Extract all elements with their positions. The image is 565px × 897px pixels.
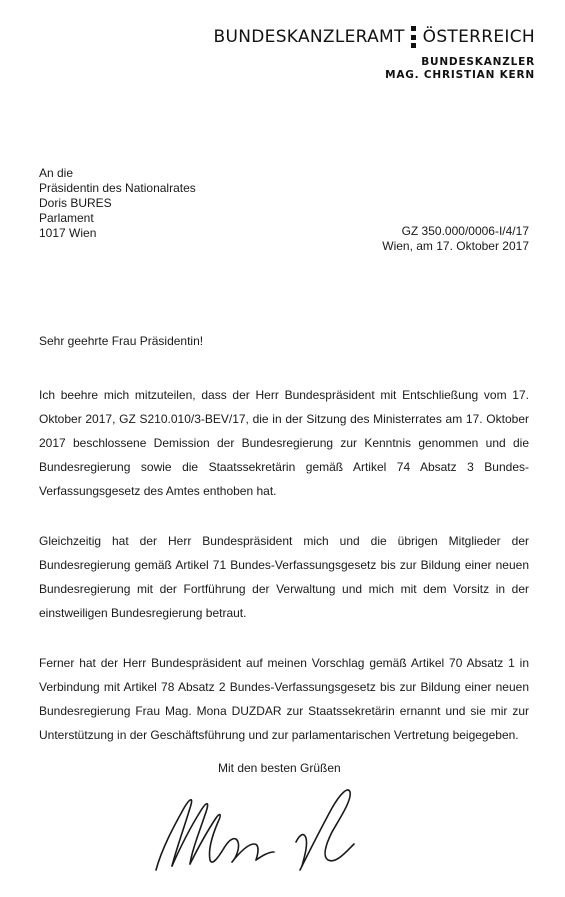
salutation: Sehr geehrte Frau Präsidentin! xyxy=(39,334,204,348)
recipient-line: Doris BURES xyxy=(39,196,112,210)
recipient-line: An die xyxy=(39,166,74,180)
sender-name: MAG. CHRISTIAN KERN xyxy=(385,69,535,81)
letterhead xyxy=(214,26,535,82)
austria-flag-mark-icon xyxy=(411,26,416,48)
handwritten-signature xyxy=(150,778,370,878)
sender-office: BUNDESKANZLER xyxy=(421,56,535,68)
recipient-address xyxy=(39,166,196,241)
brand-name: BUNDESKANZLERAMT xyxy=(213,27,405,47)
sender-block xyxy=(214,56,535,82)
recipient-line: Parlament xyxy=(39,211,94,225)
brand-line xyxy=(214,26,535,48)
letter-body xyxy=(39,383,529,773)
body-paragraph: Ferner hat der Herr Bundespräsident auf meinen Vorschlag gemäß Artikel 70 Absatz 1 in Verbindung mit Artikel 78 Absatz 2 Bundes-Verfassungsgesetz bis zur Bildung einer neuen Bundesregierung Frau Mag. Mona DUZDAR zur Staatssekretärin ernannt und sie mir zur Unterstützung in der Geschäftsführung und zur parlamentarischen Vertretung beigegeben. xyxy=(39,656,529,742)
brand-country: ÖSTERREICH xyxy=(422,27,535,47)
place-date: Wien, am 17. Oktober 2017 xyxy=(382,239,529,253)
recipient-line: 1017 Wien xyxy=(39,226,97,240)
reference-number: GZ 350.000/0006-I/4/17 xyxy=(401,224,529,238)
recipient-line: Präsidentin des Nationalrates xyxy=(39,181,196,195)
body-paragraph: Ich beehre mich mitzuteilen, dass der Herr Bundespräsident mit Entschließung vom 17. Oktober 2017, GZ S210.010/3-BEV/17, die in der Sitzung des Ministerrates am 17. Oktober 2017 beschlossene Demission der Bundesregierung zur Kenntnis genommen und die Bundesregierung sowie die Staatssekretärin gemäß Artikel 74 Absatz 3 Bundes-Verfassungsgesetz des Amtes enthoben hat. xyxy=(39,388,529,498)
closing: Mit den besten Grüßen xyxy=(218,761,341,775)
reference-block xyxy=(382,224,529,254)
body-paragraph: Gleichzeitig hat der Herr Bundespräsident mich und die übrigen Mitglieder der Bundesregierung gemäß Artikel 71 Bundes-Verfassungsgesetz bis zur Bildung einer neuen Bundesregierung mit der Fortführung der Verwaltung und mich mit dem Vorsitz in der einstweiligen Bundesregierung betraut. xyxy=(39,534,529,620)
